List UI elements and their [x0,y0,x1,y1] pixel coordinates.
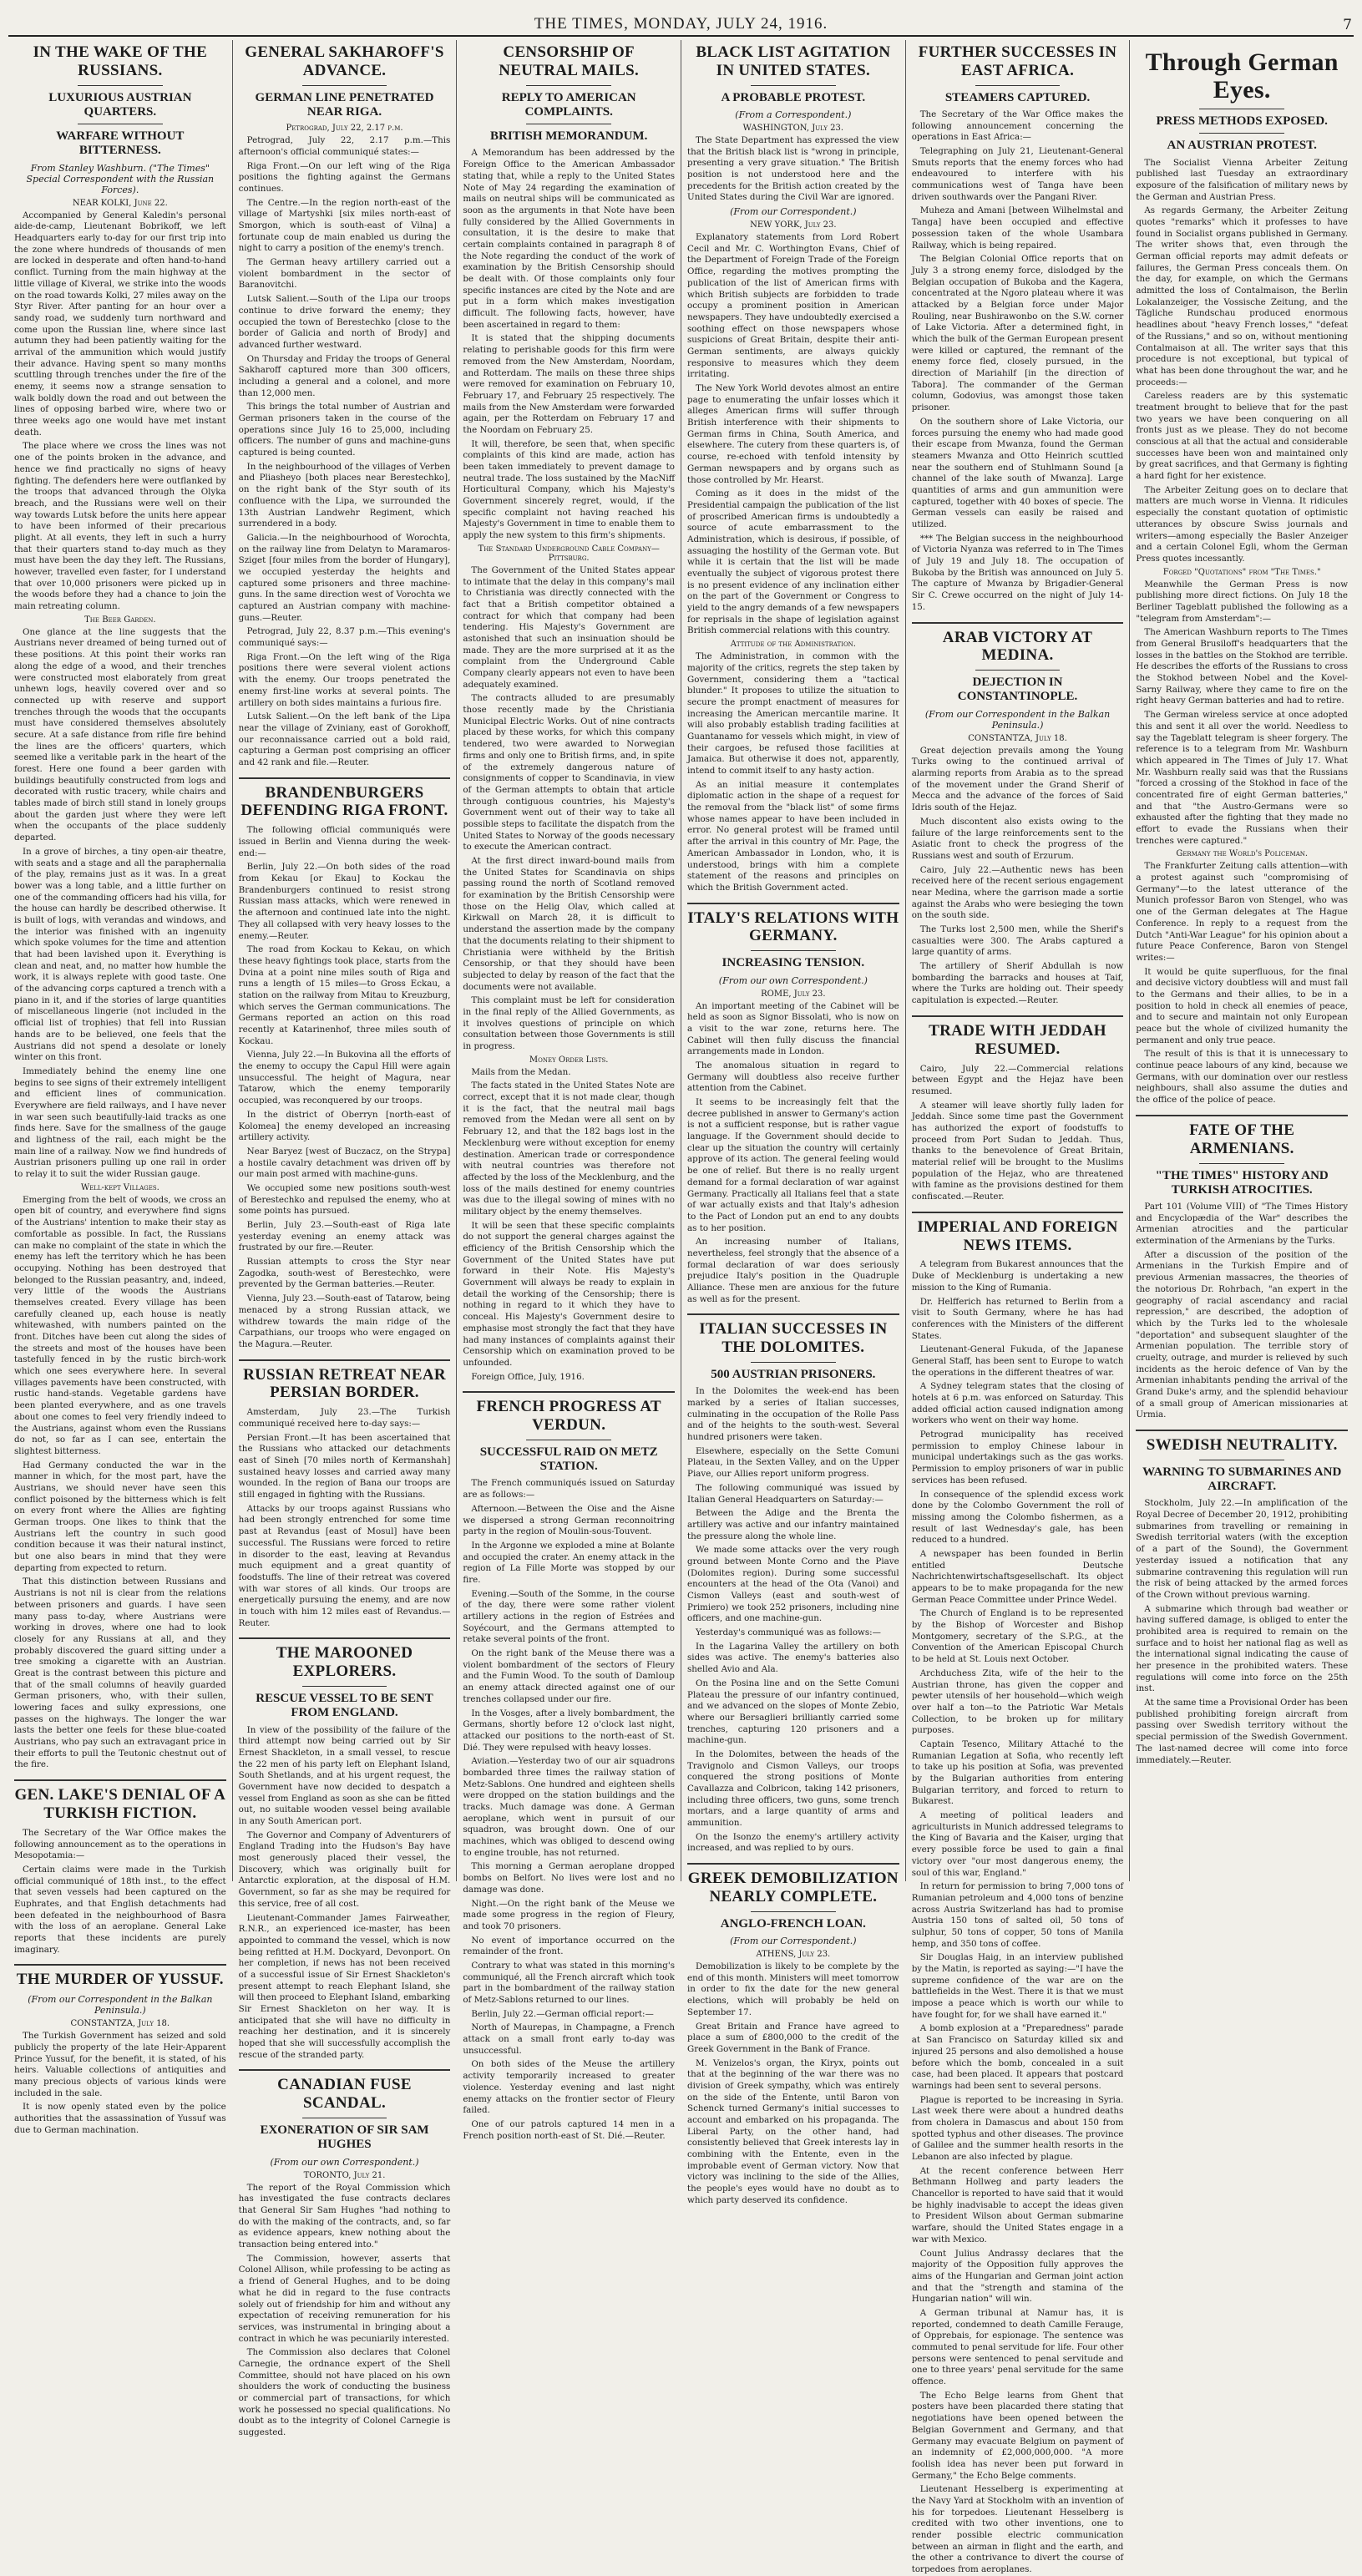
article-paragraph: One of our patrols captured 14 men in a French position north-east of St. Dié.—Reuter. [463,2118,676,2141]
article [463,43,675,1383]
article-divider [687,1313,899,1315]
article-paragraph: On the right bank of the Meuse there was a violent bombardment of the sectors of Fleury and the Fumin Wood. To the south of Damloup an enemy attack directed against one of our trenches collapsed under our fire. [463,1648,676,1704]
article-paragraph: Berlin, July 23.—South-east of Riga late yesterday evening an enemy attack was frustrated by our fire.—Reuter. [238,1220,451,1253]
article-paragraph: In the Lagarina Valley the artillery on both sides was active. The enemy's batteries also shelled Avio and Ala. [687,1641,899,1675]
article-headline: RUSSIAN RETREAT NEAR PERSIAN BORDER. [243,1365,446,1402]
article-paragraph: The result of this is that it is unnecessary to continue peace labours of any kind, because we Germans, with our domination over our restless neighbours, shall also assume the duties and the office of the police of peace. [1136,1049,1349,1106]
headline-rule [1199,1163,1284,1164]
article-paragraph: Archduchess Zita, wife of the heir to the Austrian throne, has given the copper and pewter utensils of her household—which weigh over half a ton—to the Patriotic War Metals Collection, to be broken up for military purposes. [911,1668,1124,1736]
section-label: Well-kept Villages. [80,1182,159,1192]
article-paragraph: Russian attempts to cross the Styr near Zagodka, south-west of Berestechko, were prevented by the German batteries.—Reuter. [238,1257,451,1290]
headline-rule [1199,133,1284,134]
article-paragraph: A bomb explosion at a "Preparedness" parade at San Francisco on Saturday killed six and injured 25 persons and also demolished a house before which the bomb, concealed in a suit case, had been placed. It appears that postcard warnings had been sent to several persons. [911,2023,1124,2091]
article-paragraph: Amsterdam, July 23.—The Turkish communiqué received here to-day says:— [238,1407,451,1429]
article-paragraph: A Memorandum has been addressed by the Foreign Office to the American Ambassador stating that, while a reply to the United States Note of May 24 regarding the examination of mails on neutral ships will be communicated as soon as the arguments in that Note have been fully considered by the Allied Governments in consultation, it is the desire to make that certain complaints contained in paragraph 8 of the Note regarding the conduct of the work of examination by the British Censorship should be dealt with. Of those complaints only four specific instances are cited by the Note and are put in a form which makes investigation difficult. The following facts, however, have been ascertained in regard to them: [463,148,676,330]
article-dateline: NEAR KOLKI, June 22. [72,198,168,208]
article-paragraph: It is stated that the shipping documents relating to perishable goods for this firm were removed from the New Amsterdam, Noordam, and Rotterdam. The mails on these three ships were removed for examination on February 10, February 17, and February 25 respectively. The mails from the New Amsterdam were forwarded again, per the Rotterdam on February 17 and the Noordam on February 25. [463,333,676,435]
article-dateline: WASHINGTON, July 23. [742,123,844,133]
article-dateline: Petrograd, July 22, 2.17 p.m. [286,124,403,134]
article-divider [1136,1115,1348,1116]
article-paragraph: In the Dolomites, between the heads of the Travignolo and Cismon Valleys, our troops conquered the strong positions of Monte Cavallazza and Colbricon, taking 142 prisoners, including three officers, two guns, some trench mortars, and a large quantity of arms and ammunition. [687,1749,899,1829]
article-divider [14,1964,226,1966]
article-paragraph: The report of the Royal Commission which has investigated the fuse contracts declares that General Sir Sam Hughes "had nothing to do with the making of the contracts, and, so far as evidence appears, knew nothing about the transaction being entered into." [238,2182,451,2250]
article-paragraph: The State Department has expressed the view that the British black list is "wrong in principle, presenting a very grave situation." The British position is not understood here and the precedents for the British action created by the United States during the Civil War are ignored. [687,134,899,203]
article-paragraph: Cairo, July 22.—Commercial relations between Egypt and the Hejaz have been resumed. [911,1063,1124,1096]
article-divider [912,1212,1124,1213]
article [463,1391,675,2142]
headline-rule [751,950,835,951]
headline-rule [78,85,162,86]
article-paragraph: A steamer will leave shortly fully laden for Jeddah. Since some time past the Government has authorized the export of foodstuffs to proceed from Port Sudan to Jeddah. Thus, thanks to the benevolence of Great Britain, material relief will be brought to the Muslims population of the Hejaz, who are threatened with famine as the provisions destined for them confiscated.—Reuter. [911,1100,1124,1202]
headline-rule [751,85,835,86]
article-paragraph: Had Germany conducted the war in the manner in which, for the most part, have the Austrians, we should never have seen this conflict poisoned by the bitterness which is felt on every front where the Allies are fighting German troops. One likes to think that the Austrians left the country in such good condition because it was their natural instinct, but one also bears in mind that they were departing from expected to return. [14,1460,226,1573]
article-paragraph: Careless readers are by this systematic treatment brought to believe that for the past two years we have been conquering on all fronts just as we please. They do not become conscious at all that the actual and considerable successes have been won and maintained only by great sacrifices, and that Germany is fighting a hard fight for her existence. [1136,391,1349,482]
article-paragraph: In a grove of birches, a tiny open-air theatre, with seats and a stage and all the paraphernalia of the play, remains just as it was. In a great bower was a long table, and a little further on one of the commanding officers had his villa, for the house can hardly be described otherwise. It is built of logs, with verandas and windows, and the interior was finished with an ingenuity which spoke volumes for the time and attention that had been lavished upon it. Everything is clean and neat, and, no matter how humble the work, it is always replete with good taste. One of the advancing corps captured a trench with a piano in it, and if the stories of large quantities of miscellaneous lingerie (not included in the official list of trophies) that fell into Russian hands are to be believed, one feels that the Austrians did not spend a desolate or lonely winter on this front. [14,846,226,1063]
article-headline: TRADE WITH JEDDAH RESUMED. [929,1021,1106,1058]
article-paragraph: Berlin, July 22.—German official report:— [471,2008,654,2019]
article-headline: SWEDISH NEUTRALITY. [1146,1436,1338,1455]
article-paragraph: The Government of the United States appear to intimate that the delay in this company's mail to Christiania was directly connected with the fact that a British competitor obtained a contract for which that company had been tendering. His Majesty's Government are astonished that such an insinuation should be made. They are the more surprised at it as the complaint from the Underground Cable Company clearly appears not even to have been adequately examined. [463,564,676,690]
article-byline: (From our Correspondent in the Balkan Peninsula.) [924,708,1111,731]
article-divider [687,903,899,904]
article-paragraph: It will be seen that these specific complaints do not support the general charges against the efficiency of the British Censorship which the Government of the United States have put forward in their Note. His Majesty's Government will always be ready to explain in detail the working of the Censorship; there is nothing in regard to it which they have to conceal. His Majesty's Government desire to emphasise most strongly the fact that they have had many instances of complaints against their Censorship which on examination proved to be unfounded. [463,1220,676,1368]
section-label: The Beer Garden. [84,615,156,625]
article-byline: (From a Correspondent.) [735,109,852,120]
article [912,1015,1124,1203]
article-paragraph: The following official communiqués were issued in Berlin and Vienna during the week-end:— [238,825,451,858]
article-paragraph: The following communiqué was issued by Italian General Headquarters on Saturday:— [687,1482,899,1505]
article-paragraph: Riga Front.—On our left wing of the Riga positions the fighting against the Germans continues. [238,160,451,194]
column-6 [1130,40,1354,1881]
column-4 [681,40,906,2205]
article [239,1359,451,1630]
article-divider [912,1015,1124,1017]
article-subhead: RESCUE VESSEL TO BE SENT FROM ENGLAND. [256,1692,433,1720]
article [912,1212,1124,2576]
article-subhead: AN AUSTRIAN PROTEST. [1167,139,1317,153]
article-byline: (From our own Correspondent.) [270,2156,419,2168]
article-paragraph: At the same time a Provisional Order has been published prohibiting foreign aircraft from passing over Swedish territory without the special permission of the Swedish Government. The last-named decree will come into force immediately.—Reuter. [1136,1698,1349,1765]
article-headline: FURTHER SUCCESSES IN EAST AFRICA. [918,43,1117,79]
article [14,1964,226,2136]
article-paragraph: Telegraphing on July 21, Lieutenant-General Smuts reports that the enemy forces who had endeavoured to interfere with his communications west of Tanga have been driven southwards over the Pangani River. [911,146,1124,202]
article-paragraph: In view of the possibility of the failure of the third attempt now being carried out by Sir Ernest Shackleton, in a small vessel, to rescue the 22 men of his party left on Elephant Island, South Shetlands, and at his urgent request, the Government have now decided to despatch a vessel from England as soon as she can be fitted out, no suitable wooden vessel being available in any South American port. [238,1724,451,1826]
article-paragraph: The Centre.—In the region north-east of the village of Martyshki [six miles north-east of Smorgon, which is south-east of Vilna] a fortunate coup de main enabled us during the night to carry a position of the enemy's trench. [238,197,451,254]
article-paragraph: Part 101 (Volume VIII) of "The Times History and Encyclopædia of the War" describes the Armenian atrocities and the particular extermination of the Armenians by the Turks. [1136,1202,1349,1247]
article-divider [239,1359,451,1361]
article-paragraph: M. Venizelos's organ, the Kiryx, points out that at the beginning of the war there was no division of Greek sympathy, which was entirely on the side of the Entente, until Baron von Schenck turned Germany's initial successes to account and embarked on his propaganda. The Liberal Party, on the other hand, had consistently believed that Greek interests lay in combining with the Entente, even in the improbable event of German victory. Now that victory was inclining to the side of the Allies, the people's eyes would have no doubt as to which party deserved its confidence. [687,2057,899,2205]
article-paragraph: A newspaper has been founded in Berlin entitled Deutsche Nachrichtenwirtschaftsgesellschaft. Its object appears to be to make propaganda for the new German Peace Committee under Prince Wedel. [911,1548,1124,1605]
article-headline: THE MURDER OF YUSSUF. [16,1971,224,1989]
article-paragraph: Evening.—South of the Somme, in the course of the day, there were some rather violent artillery actions in the region of Estrées and Soyécourt, and the Germans attempted to retake several points of the front. [463,1588,676,1645]
article [239,43,451,769]
article-paragraph: Lutsk Salient.—South of the Lipa our troops continue to drive forward the enemy; they occupied the town of Berestechko [close to the border of Galicia and north of Brody] and advanced further westward. [238,294,451,350]
article-paragraph: On the Isonzo the enemy's artillery activity increased, and was replied to by ours. [687,1831,899,1854]
article-divider [687,1863,899,1865]
article-paragraph: We occupied some new positions south-west of Berestechko and repulsed the enemy, who at some points has pursued. [238,1182,451,1217]
article-paragraph: In the Vosges, after a lively bombardment, the Germans, shortly before 12 o'clock last night, attacked our positions to the north-east of St. Dié. They were repulsed with heavy losses. [463,1708,676,1753]
article-paragraph: The German wireless service at once adopted this and sent it all over the world. Needless to say the Tageblatt telegram is sheer forgery. The reference is to a telegram from Mr. Washburn which appeared in The Times of July 17. What Mr. Washburn really said was that the Russians "forced a crossing of the Stokhod in face of the concentrated fire of eight German batteries," and that "the Austro-Germans were so exhausted after the fighting that they made no effort to evade the Russians when their trenches were captured." [1136,710,1349,846]
article-paragraph: Immediately behind the enemy line one begins to see signs of their extremely intelligent and efficient lines of communication. Everywhere are field railways, and I have never in war seen such beautifully-laid tracks as one finds here. Save for the smallness of the gauge and lightness of the rail, each might be the main line of a railway. Now we find hundreds of Austrian prisoners pulling up one rail in order to relay it to suit the wider Russian gauge. [14,1065,226,1180]
article-paragraph: Lutsk Salient.—On the left bank of the Lipa near the village of Zviniany, east of Gorokhoff, our reconnaissance carried out a bold raid, capturing a German post comprising an officer and 42 rank and file.—Reuter. [238,711,451,767]
article-paragraph: Berlin, July 22.—On both sides of the road from Kekau [or Ekau] to Kockau the Brandenburgers continued to resist strong Russian mass attacks, which were renewed in the afternoon and continued late into the night. They all collapsed with very heavy losses to the enemy.—Reuter. [238,862,451,941]
article-subhead: WARNING TO SUBMARINES AND AIRCRAFT. [1142,1465,1342,1494]
article [687,1863,899,2206]
article-paragraph: A German tribunal at Namur has, it is reported, condemned to death Camille Ferauge, of Opprebais, for espionage. The sentence was commuted to penal servitude for life. Four other persons were sentenced to penal servitude and one to three years' penal servitude for the same offence. [911,2307,1124,2387]
article-headline: GENERAL SAKHAROFF'S ADVANCE. [245,43,444,79]
page-number: 7 [1343,17,1352,33]
article-paragraph: In the Dolomites the week-end has been marked by a series of Italian successes, culminating in the occupation of the Rolle Pass and of the heights to the south-west. Several hundred prisoners were taken. [687,1386,899,1443]
article-paragraph: Attacks by our troops against Russians who had been strongly entrenched for some time past at Revandus [east of Mosul] have been successful. The Russians were forced to retire in disorder to the east, leaving at Revandus much equipment and a great quantity of foodstuffs. The line of their retreat was covered with war stores of all kinds. Our troops are energetically pursuing the enemy, and are now in touch with him 12 miles east of Revandus.—Reuter. [238,1503,451,1628]
article [1136,48,1348,1106]
article-paragraph: Between the Adige and the Brenta the artillery was active and our infantry maintained the pressure along the whole line. [687,1508,899,1541]
article-paragraph: As an initial measure it contemplates diplomatic action in the shape of a request for the removal from the "black list" of some firms whose names appear to have been included in error. No general protest will be framed until after the arrival in this country of Mr. Page, the American Ambassador in London, who, it is understood, brings with him a complete statement of the reasons and principles on which the British Government acted. [687,779,899,893]
article-dateline: NEW YORK, July 23. [750,220,837,230]
section-label: The Standard Underground Cable Company—Pittsburg. [478,544,660,563]
article-paragraph: Demobilization is likely to be complete by the end of this month. Ministers will meet tomorrow in order to fix the date for the new general elections, which will probably be held on September 17. [687,1961,899,2017]
headline-rule [975,85,1060,86]
article-paragraph: Night.—On the right bank of the Meuse we made some progress in the region of Fleury, and took 70 prisoners. [463,1898,676,1931]
article [239,1637,451,2061]
headline-rule [302,1686,387,1687]
article-paragraph: The contracts alluded to are presumably those recently made by the Christiania Municipal Electric Works. Out of nine contracts placed by these works, for which this company tendered, two were awarded to Norwegian firms and only one to British firms, and, in spite of the extremely dangerous nature of consignments of copper to Scandinavia, in view of the German attempts to obtain that article through contiguous countries, his Majesty's Government went out of their way to take all possible steps to facilitate the dispatch from the United States to Norway of the goods necessary to execute the American contract. [463,693,676,853]
article-subhead: SUCCESSFUL RAID ON METZ STATION. [479,1445,658,1474]
article-paragraph: On both sides of the Meuse the artillery activity temporarily increased to greater violence. Yesterday evening and last night enemy attacks on the frontier sector of Fleury failed. [463,2059,676,2116]
article-paragraph: Petrograd, July 22, 2.17 p.m.—This afternoon's official communiqué states:— [238,135,451,157]
columns-container [8,40,1354,2575]
article-paragraph: On Thursday and Friday the troops of General Sakharoff captured more than 300 officers, including a general and a colonel, and more than 12,000 men. [238,353,451,398]
article-paragraph: This morning a German aeroplane dropped bombs on Belfort. No lives were lost and no damage was done. [463,1861,676,1895]
headline-rule [526,85,610,86]
article-paragraph: Muheza and Amani [between Wilhelmstal and Tanga] have been occupied and effective possession taken of the whole Usambara Railway, which is being repaired. [911,205,1124,251]
article-paragraph: The anomalous situation in regard to Germany will doubtless also receive further attention from the Cabinet. [687,1060,899,1094]
article-paragraph: It seems to be increasingly felt that the decree published in answer to Germany's action is not a sufficient response, but is rather vague language. If the Government should decide to clear up the situation the country will certainly approve of its action. The general feeling would be one of relief. But there is no really urgent demand for a formal declaration of war against Germany. Practically all Italians feel that a state of war actually exists and that Italy's adhesion to the Pact of London put an end to any doubts as to her position. [687,1097,899,1233]
article-paragraph: Explanatory statements from Lord Robert Cecil and Mr. C. Worthington Evans, Chief of the Department of Foreign Trade of the Foreign Office, regarding the motives prompting the publication of the list of American firms with which British subjects are forbidden to trade occupy a prominent position in American newspapers. They have undoubtedly exercised a soothing effect on those newspapers whose suspicions of Great Britain, despite their anti-German sentiments, are always quickly responsive to measures which they deem irritating. [687,232,899,380]
article-paragraph: On the southern shore of Lake Victoria, our forces pursuing the enemy who had made good their escape from Mwanza, found the German steamers Mwanza and Otto Heinrich scuttled near the southern end of Stuhlmann Sound [a channel of the lake south of Mwanza]. Large quantities of arms and gun ammunition were captured, together with 40 boxes of specie. The German vessels can easily be raised and utilized. [911,416,1124,529]
article-paragraph: Near Baryez [west of Buczacz, on the Strypa] a hostile cavalry detachment was driven off by our main post armed with machine-guns. [238,1146,451,1180]
article-paragraph: North of Maurepas, in Champagne, a French attack on a small front early to-day was unsuccessful. [463,2022,676,2056]
article-paragraph: The Echo Belge learns from Ghent that posters have been placarded there stating that negotiations have been opened between the Belgian Government and Germany, and that Germany may evacuate Belgium on payment of an indemnity of £2,000,000,000. "A more foolish idea has never been put forward in Germany," the Echo Belge comments. [911,2390,1124,2481]
article-headline: BLACK LIST AGITATION IN UNITED STATES. [696,43,891,79]
article-subhead: WARFARE WITHOUT BITTERNESS. [56,129,185,158]
article-paragraph: In the Argonne we exploded a mine at Bolante and occupied the crater. An enemy attack in the region of La Fille Morte was stopped by our fire. [463,1540,676,1585]
article-paragraph: The American Washburn reports to The Times from General Brusiloff's headquarters that the losses in the battles on the Stokhod are terrible. He describes the efforts of the Russians to cross the Stokhod between Nobel and the Kovel-Sarny Railway, where they came to fire on the right heavy German batteries and had to retire. [1136,627,1349,706]
article-paragraph: That this distinction between Russians and Austrians is not nil is clear from the relations between prisoners and guards. I have seen many pass to-day, where Austrians were working in droves, where one had to look closely for any Russians at all, and they probably discovered the guard sitting under a tree smoking a cigarette with an Austrian. Great is the contrast between this picture and that of the small columns of heavily guarded German prisoners, who, with their sullen, lowering faces and sulky expressions, one passes on the highways. The longer the war lasts the better one feels for these blue-coated Austrians, who pay such an extravagant price in their efforts to pull the Teutonic chestnut out of the fire. [14,1576,226,1770]
article [239,777,451,1351]
article-paragraph: It is now openly stated even by the police authorities that the assassination of Yussuf was due to German machination. [14,2102,226,2135]
article-headline: GEN. LAKE'S DENIAL OF A TURKISH FICTION. [14,1786,226,1822]
article-paragraph: It will, therefore, be seen that, when specific complaints of this kind are made, action has been taken immediately to prevent damage to neutral trade. The loss sustained by the MacNiff Horticultural Company, which his Majesty's Government sincerely regret, would, if the specific complaint not having reached his Majesty's Government in time to enable them to apply the new system to this firm's shipments. [463,438,676,541]
article-paragraph: Lieutenant-Commander James Fairweather, R.N.R., an experienced ice-master, has been appointed to command the vessel, which is now being refitted at H.M. Dockyard, Devonport. On her completion, if news has not been received of a successful issue of Sir Ernest Shackleton's present attempt to reach Elephant Island, she will then proceed to Elephant Island, embarking Sir Ernest Shackleton on her way. It is anticipated that she will have no difficulty in reaching her destination, and it is sincerely hoped that she will successfully accomplish the rescue of the stranded party. [238,1912,451,2060]
article-paragraph: Certain claims were made in the Turkish official communiqué of 18th inst., to the effect that seven vessels had been captured on the Euphrates, and that English detachments had been defeated in the neighbourhood of Basra with the loss of an aeroplane. General Lake reports that these incidents are purely imaginary. [14,1864,226,1955]
article-subhead: BRITISH MEMORANDUM. [490,129,648,144]
article-dateline: ATHENS, July 23. [756,1950,831,1960]
article-divider [239,777,451,779]
article-paragraph: Dr. Helfferich has returned to Berlin from a visit to South Germany, where he has had conferences with the Ministers of the different States. [911,1296,1124,1341]
column-3 [457,40,681,2141]
article-subhead: GERMAN LINE PENETRATED NEAR RIGA. [255,90,434,119]
article-paragraph: Accompanied by General Kaledin's personal aide-de-camp, Lieutenant Bobrikoff, we left Headquarters early to-day for our first trip into the zone where hundreds of thousands of men are locked in desperate and often hand-to-hand conflict. Turning from the main highway at the little village of Kiveral, we strike into the woods on the road towards Kolki, 27 miles away on the Styr River. After panting for an hour over a sandy road, we suddenly turn northward and come upon the Russian line, where since last autumn they had been patiently waiting for the arrival of the ammunition which would justify their advance. Having spent so many months scuttling through trenches under the fire of the enemy, it seems now a strange sensation to walk boldly down the road and out between the lines of opposing barbed wire, where two or three weeks ago one would have met instant death. [14,210,226,438]
article-subhead: "THE TIMES" HISTORY AND TURKISH ATROCITIES. [1155,1168,1329,1197]
article-headline: CANADIAN FUSE SCANDAL. [277,2076,412,2113]
article-paragraph: Foreign Office, July, 1916. [471,1371,585,1382]
section-label: Forged "Quotations" from "The Times." [1162,567,1321,577]
article-paragraph: Riga Front.—On the left wing of the Riga positions there were several violent actions with the enemy. Our troops penetrated the enemy first-line works at several points. The artillery on both sides maintains a furious fire. [238,651,451,708]
article-byline: (From our Correspondent.) [730,206,857,218]
article-headline: IMPERIAL AND FOREIGN NEWS ITEMS. [917,1217,1118,1254]
article-paragraph: The Frankfurter Zeitung calls attention—with a protest against such "compromising of Germany"—to the latest utterance of the Munich professor Baron von Stengel, who was one of the German delegates at The Hague Conference. In reply to a request from the Dutch "Anti-War League" for his opinion about a future Peace Conference, Baron von Stengel writes:— [1136,861,1349,963]
article-dateline: CONSTANTZA, July 18. [70,2019,170,2029]
column-2 [233,40,458,2438]
section-label: Germany the World's Policeman. [1176,849,1309,859]
article-paragraph: One glance at the line suggests that the Austrians never dreamed of being turned out of these positions. At this point their works ran along the edge of a wood, and their trenches were constructed most elaborately from great unhewn logs, heavily covered over and so connected up with reserve and support trenches through the woods that the occupants must have considered themselves absolutely secure. At a safe distance from rifle fire behind the lines are the officers' quarters, which seemed like a veritable park in the heart of the forest. Here one found a beer garden with buildings beautifully constructed from logs and decorated with rustic tracery, while chairs and tables made of birch still stand in lonely groups about the garden just where they were left when the occupants of the place suddenly departed. [14,626,226,843]
article-paragraph: At the first direct inward-bound mails from the United States for Scandinavia on ships passing round the north of Scotland removed for examination by the British Censorship were those on the Helig Olav, which called at Kirkwall on March 28, it is difficult to understand the assertion made by the company that the documents relating to their shipment to Christiania were withheld by the British Censorship, or that they should have been subjected to delay by reason of the fact that the documents were not available. [463,856,676,992]
article [687,1313,899,1855]
article-paragraph: Count Julius Andrassy declares that the majority of the Opposition fully approves the aims of the Hungarian and German joint action and that the "strength and stamina of the Hungarian nation" will win. [911,2248,1124,2305]
article [687,43,899,894]
article-paragraph: The road from Kockau to Kekau, on which these heavy fightings took place, starts from the Dvina at a point nine miles south of Riga and runs a length of 15 miles—to Gross Eckau, a station on the railway from Mitau to Kreuzburg, which serves the German communications. The Germans reported an action on this road recently at Katarinenhof, three miles south of Kockau. [238,944,451,1046]
article-subhead: LUXURIOUS AUSTRIAN QUARTERS. [48,90,192,119]
article-dateline: TORONTO, July 21. [303,2170,386,2180]
article-divider [239,2069,451,2071]
article-paragraph: The Turks lost 2,500 men, while the Sherif's casualties were 300. The Arabs captured a large quantity of arms. [911,924,1124,958]
masthead-title: THE TIMES, MONDAY, JULY 24, 1916. [534,15,828,33]
article [14,43,226,1771]
article-paragraph: Aviation.—Yesterday two of our air squadrons bombarded three times the railway station of Metz-Sablons. One hundred and eighteen shells were dropped on the station buildings and the tracks. Much damage was done. A German aeroplane, which went in pursuit of our squadron, was brought down. One of our machines, which was obliged to descend owing to engine trouble, has not returned. [463,1756,676,1858]
article-byline: (From our Correspondent.) [730,1936,857,1947]
article-headline: THE MAROONED EXPLORERS. [276,1644,413,1681]
article-divider [912,622,1124,624]
article-byline: (From our Correspondent in the Balkan Peninsula.) [28,1994,213,2017]
article-paragraph: Coming as it does in the midst of the Presidential campaign the publication of the list of proscribed American firms is undoubtedly a source of acute embarrassment to the Administration, which is desirous, if possible, of assuaging the hostility of the German vote. But while it is certain that the list will be made eventually the subject of vigorous protest there is no present evidence of any inclination either on the part of the Government or Congress to yield to the angry demands of a few newspapers for reprisals in the shape of legislation against British commercial relations with this country. [687,488,899,636]
article-paragraph: A Sydney telegram states that the closing of hotels at 6 p.m. was enforced on Saturday. This added official action caused indignation among workers who went on their way home. [911,1381,1124,1426]
article-paragraph: The Arbeiter Zeitung goes on to declare that matters are much worse in Vienna. It ridicules especially the constant quotation of optimistic utterances by obscure Swiss journals and writers—among especially the Basler Anzeiger and a certain Colonel Egli, whom the German Press quotes incessantly. [1136,484,1349,564]
article-divider [1136,1430,1348,1431]
article-paragraph: The French communiqués issued on Saturday are as follows:— [463,1478,676,1501]
article-paragraph: Plague is reported to be increasing in Syria. Last week there were about a hundred deaths from cholera in Damascus and about 150 from spotted typhus and other diseases. The province of Galilee and the summer health resorts in the Lebanon are also infected by plague. [911,2094,1124,2162]
article-headline: ITALIAN SUCCESSES IN THE DOLOMITES. [699,1320,888,1357]
article-paragraph: The Secretary of the War Office makes the following announcement concerning the operations in East Africa:— [911,109,1124,143]
article-paragraph: In the district of Oberryn [north-east of Kolomea] the enemy developed an increasing artillery activity. [238,1109,451,1143]
article-paragraph: Galicia.—In the neighbourhood of Worochta, on the railway line from Delatyn to Maramaros-Sziget [four miles from the border of Hungary], we occupied yesterday the heights and captured some prisoners and three machine-guns. In the same direction west of Vorochta we captured an Austrian company with machine-guns.—Reuter. [238,532,451,623]
section-label: Money Order Lists. [529,1055,609,1065]
article-paragraph: Captain Tesenco, Military Attaché to the Rumanian Legation at Sofia, who recently left to take up his position at Sofia, was prevented by the Bulgarian authorities from entering Bulgarian territory, and forced to return to Bukarest. [911,1738,1124,1807]
article-paragraph: Afternoon.—Between the Oise and the Aisne we dispersed a strong German reconnoitring party in the region of Moulin-sous-Touvent. [463,1503,676,1537]
article-paragraph: No event of importance occurred on the remainder of the front. [463,1935,676,1957]
article-paragraph: The Commission, however, asserts that Colonel Allison, while professing to be acting as a friend of General Hughes, and to be doing what he did in regard to the fuse contracts solely out of friendship for him and without any expectation of receiving remuneration for his services, was instrumental in bringing about a contract in which he was pecuniarily interested. [238,2253,451,2344]
section-label: Attitude of the Administration. [730,640,856,650]
article-paragraph: In the neighbourhood of the villages of Verben and Pliasheyo [both places near Berestechko], on the right bank of the Styr south of its confluence with the Lipa, we surrounded the 13th Austrian Landwehr Regiment, which surrendered in a body. [238,461,451,529]
article-headline: BRANDENBURGERS DEFENDING RIGA FRONT. [241,783,448,820]
article-headline: Through German Eyes. [1145,48,1339,104]
headline-rule [302,85,387,86]
article-paragraph: Mails from the Medan. [471,1066,571,1077]
column-1 [8,40,233,2135]
article-paragraph: Elsewhere, especially on the Sette Comuni Plateau, in the Sexten Valley, and on the Upper Piave, our Allies report uniform progress. [687,1445,899,1480]
article-paragraph: A meeting of political leaders and agriculturists in Munich addressed telegrams to the King of Bavaria and the Kaiser, urging that every possible force be used to gain a final victory over "our most dangerous enemy, the soul of this war, England." [911,1810,1124,1878]
article-paragraph: *** The Belgian success in the neighbourhood of Victoria Nyanza was referred to in The Times of July 19 and July 18. The occupation of Bukoba by the British was announced on July 5. The capture of Mwanza by Brigadier-General Sir C. Crewe occurred on the night of July 14-15. [911,533,1124,612]
article-byline: From Stanley Washburn. ("The Times" Special Correspondent with the Russian Forces). [26,162,215,195]
article [912,43,1124,614]
article-paragraph: The Church of England is to be represented by the Bishop of Worcester and Bishop Montgomery, secretary of the S.P.G., at the Convention of the American Episcopal Church to be held at St. Louis next October. [911,1608,1124,1665]
article-paragraph: The Governor and Company of Adventurers of England Trading into the Hudson's Bay have most generously placed their vessel, the Discovery, which was originally built for Antarctic exploration, at the disposal of H.M. Government, so far as she may be required for this service, free of all cost. [238,1830,451,1909]
headline-rule [751,1911,835,1912]
article-divider [463,1391,675,1393]
article-paragraph: An increasing number of Italians, nevertheless, feel strongly that the absence of a formal declaration of war does seriously prejudice Italy's position in the Quadruple Alliance. These men are anxious for the future as well as for the present. [687,1237,899,1304]
article [687,903,899,1306]
article-subhead: PRESS METHODS EXPOSED. [1156,114,1328,128]
article-paragraph: On the Posina line and on the Sette Comuni Plateau the pressure of our infantry continued, and we advanced on the slopes of Monte Zebio, where our Bersaglieri brilliantly carried some trenches, capturing 120 prisoners and a machine-gun. [687,1678,899,1746]
article [912,622,1124,1007]
article [239,2069,451,2438]
article-dateline: CONSTANTZA, July 18. [968,733,1067,743]
article-paragraph: Emerging from the belt of woods, we cross an open bit of country, and everywhere find signs of the Austrians' intention to make their stay as comfortable as possible. In fact, the Russians can make no complaint of the state in which the enemy has left the territory which he has been occupying. Nothing has been destroyed that belonged to the Russian peasantry, and, indeed, very little of the woods the Austrians themselves created. Every village has been carefully cleaned up, each house is neatly whitewashed, with numbers painted on the front. Ditches have been cut along the sides of the streets and most of the houses have been tastefully fenced in by the rustic birch-work which one sees everywhere here. In several villages pavements have been constructed, with rustic hand-stands. Vegetable gardens have been planted everywhere, and as one travels about one comes to feel very friendly indeed to the Austrians, against whom even the Russians do not, so far as I can see, entertain the slightest bitterness. [14,1194,226,1456]
article-paragraph: Petrograd municipality has received permission to employ Chinese labour in municipal undertakings such as the gas works. Permission to employ prisoners of war in public services has been refused. [911,1430,1124,1485]
article-paragraph: As regards Germany, the Arbeiter Zeitung quotes "remarks" which it professes to have found in Socialist organs published in Germany. The writer shows that, even through the German official reports may admit defeats or failures, the German Press conceals them. On the day, for example, on which the Germans admitted the loss of Contalmaison, the Berlin Lokalanzeiger, the Vossische Zeitung, and the Tägliche Rundschau produced enormous headlines about "heavy French losses," "defeat of the Russians," and so on, without mentioning Contalmaison at all. The writer says that this procedure is not exceptional, but typical of what has been done throughout the war, and he proceeds:— [1136,205,1349,387]
article-paragraph: Great dejection prevails among the Young Turks owing to the continued arrival of alarming reports from Arabia as to the spread of the movement under the Grand Sherif of Mecca and the advance of the forces of Said Idris south of the Hejaz. [911,745,1124,813]
article-subhead: INCREASING TENSION. [722,956,865,970]
article-paragraph: The Belgian Colonial Office reports that on July 3 a strong enemy force, dislodged by the Belgian occupation of Bukoba and the Kagera, concentrated at the Ngoro plateau where it was attacked by a Belgian force under Major Rouling, near Bushirawonbo on the S.W. corner of Lake Victoria. After a determined fight, in which the bulk of the German European present were killed or captured, the remnant of the enemy force fled, closely pursued, in the direction of Mariahilf [in the direction of Tabora]. The commander of the German column, Godovius, was amongst those taken prisoner. [911,254,1124,413]
article-headline: GREEK DEMOBILIZATION NEARLY COMPLETE. [687,1870,899,1905]
article-paragraph: Great Britain and France have agreed to place a sum of £800,000 to the credit of the Greek Government in the Bank of France. [687,2021,899,2054]
article-byline: (From our own Correspondent.) [718,974,868,986]
article-paragraph: It would be quite superfluous, for the final and decisive victory doubtless will and must fall to the Germans and their allies, to be in a position to hold in check all enemies of peace, and to secure and maintain not only European peace but the whole of civilized humanity the permanent and only true peace. [1136,966,1349,1045]
article-paragraph: Petrograd, July 22, 8.37 p.m.—This evening's communiqué says:— [238,626,451,649]
article-paragraph: This complaint must be left for consideration in the final reply of the Allied Governments, as it involves questions of principle on which consultation between those Governments is still in progress. [463,995,676,1051]
article-paragraph: Sir Douglas Haig, in an interview published by the Matin, is reported as saying:—"I have the supreme confidence of the war are on the battlefields in the West. There it is that we must impose a peace which is worth our while to have fought for, for we shall have earned it." [911,1952,1124,2020]
article-subhead: DEJECTION IN CONSTANTINOPLE. [957,676,1078,704]
article-paragraph: Vienna, July 22.—In Bukovina all the efforts of the enemy to occupy the Capul Hill were again unsuccessful. The height of Magura, near Tatarow, which the enemy temporarily occupied, was reconquered by our troops. [238,1050,451,1106]
article-paragraph: The Turkish Government has seized and sold publicly the property of the late Heir-Apparent Prince Yussuf, for the benefit, it is stated, of his heirs. Valuable collections of antiquities and many precious objects of various kinds were included in the sale. [14,2031,226,2098]
article-paragraph: An important meeting of the Cabinet will be held as soon as Signor Bissolati, who is now on a visit to the war zone, returns here. The Cabinet will then fully discuss the financial arrangements made in London. [687,1000,899,1057]
article [14,1779,226,1956]
article-subhead: A PROBABLE PROTEST. [721,90,866,104]
article-paragraph: Stockholm, July 22.—In amplification of the Royal Decree of December 20, 1912, prohibiting submarines from travelling or remaining in Swedish territorial waters (with the exception of a part of the Sound), the Government yesterday issued a notification that any submarine contravening this regulation will run the risk of being attacked by the armed forces of the Crown without previous warning. [1136,1498,1349,1600]
article-headline: CENSORSHIP OF NEUTRAL MAILS. [499,43,640,79]
article-paragraph: A telegram from Bukarest announces that the Duke of Mecklenburg is undertaking a new mission to the King of Rumania. [911,1259,1124,1293]
article-paragraph: We made some attacks over the very rough ground between Monte Corno and the Piave (Dolomites region). During some successful encounters at the head of the Ota (Vanoi) and Cismon Valleys (east and south-west of Primiero) we took 252 prisoners, including nine officers, and one machine-gun. [687,1545,899,1624]
article-paragraph: The place where we cross the lines was not one of the points broken in the advance, and hence we find practically no signs of heavy fighting. The defenders here were outflanked by the troops that advanced through the Olyka breach, and the Russians were well on their way towards Lutsk before the units here appear to have been informed of their precarious plight. At all events, they left in such a hurry that their quarters stand to-day much as they must have been the day they left. The Russians, however, travelled even faster, for I understand that over 10,000 prisoners were picked up in the woods before they had a chance to join the main retreating column. [14,441,226,612]
article [1136,1115,1348,1421]
article-paragraph: Persian Front.—It has been ascertained that the Russians who attacked our detachments east of Sineh [70 miles north of Kermanshah] sustained heavy losses and carried away many wounded. In the region of Bana our troops are still engaged in fighting with the Russians. [238,1432,451,1501]
article-paragraph: The New York World devotes almost an entire page to enumerating the unfair losses which it alleges American firms will suffer through British interference with their shipments to German firms in China, South America, and elsewhere. The cutery from these quarters is, of course, re-echoed with tenfold intensity by German newspapers and by organs such as those controlled by Mr. Hearst. [687,383,899,485]
article-paragraph: Vienna, July 23.—South-east of Tatarow, being menaced by a strong Russian attack, we withdrew towards the main ridge of the Carpathians, our troops who were engaged on the Magura.—Reuter. [238,1293,451,1349]
article-paragraph: Contrary to what was stated in this morning's communiqué, all the French aircraft which took part in the bombardment of the railway station of Metz-Sablons returned to our lines. [463,1960,676,2005]
article-paragraph: The artillery of Sherif Abdullah is now bombarding the barracks and houses at Taif, where the Turks are holding out. Their speedy capitulation is expected.—Reuter. [911,961,1124,1006]
article-paragraph: In return for permission to bring 7,000 tons of Rumanian petroleum and 4,000 tons of benzine across Austria Switzerland has had to promise Austria 150 tons of salted oil, 50 tons of sulphur, 50 tons of copper, 50 tons of Manila hemp, and 350 tons of coffee. [911,1881,1124,1949]
article-divider [239,1637,451,1639]
article-paragraph: Meanwhile the German Press is now publishing more direct fictions. On July 18 the Berliner Tageblatt published the following as a "telegram from Amsterdam":— [1136,579,1349,624]
article-headline: FATE OF THE ARMENIANS. [1189,1121,1295,1157]
article-paragraph: The Socialist Vienna Arbeiter Zeitung published last Tuesday an extraordinary exposure of the falsification of military news by the German and Austrian Press. [1136,157,1349,202]
masthead [8,5,1354,37]
article-headline: IN THE WAKE OF THE RUSSIANS. [33,43,208,79]
article-paragraph: The facts stated in the United States Note are correct, except that it is not made clear, though it is the fact, that the neutral mail bags removed from the Medan were all sent on by February 12, and that the 182 bags lost in the Mecklenburg were without exception for enemy destination. American trade or correspondence with neutral countries was therefore not affected by the loss of the Mecklenburg, and the loss of the mails destined for enemy countries was due to the illegal sowing of mines with no military object by the enemy themselves. [463,1081,676,1217]
article-paragraph: Lieutenant Hesselberg is experimenting at the Navy Yard at Stockholm with an invention of his for torpedoes. Lieutenant Hesselberg is credited with two other inventions, one to render possible electric communication between an airman in flight and the earth, and the other a contrivance to divert the course of torpedoes from aeroplanes. [911,2484,1124,2575]
headline-rule [751,1362,835,1363]
article-paragraph: The German heavy artillery carried out a violent bombardment in the sector of Baranovitchi. [238,257,451,291]
article-paragraph: A submarine which through bad weather or having suffered damage, is obliged to enter the prohibited area is required to remain on the surface and to hoist her national flag as well as the international signal indicating the cause of her presence in the prohibited waters. These regulations will come into force on the 25th inst. [1136,1603,1349,1694]
article-headline: ARAB VICTORY AT MEDINA. [942,628,1093,665]
article-paragraph: This brings the total number of Austrian and German prisoners taken in the course of the operations since July 16 to 25,000, including officers. The number of guns and machine-guns captured is being counted. [238,402,451,458]
article-paragraph: At the recent conference between Herr Bethmann Hollweg and party leaders the Chancellor is reported to have said that it would be highly inadvisable to accept the ideas given to President Wilson about German submarine warfare, should the United States engage in a war with Mexico. [911,2165,1124,2245]
article-paragraph: Yesterday's communiqué was as follows:— [696,1627,881,1638]
article-dateline: ROME, July 23. [761,989,826,999]
article [1136,1430,1348,1766]
article-paragraph: Lieutenant-General Fukuda, of the Japanese General Staff, has been sent to Europe to watch the operations in the different theatres of war. [911,1344,1124,1378]
article-paragraph: The Commission also declares that Colonel Carnegie, the ordnance expert of the Shell Committee, should not have placed on his own shoulders the work of conducting the business or commercial part of transactions, for which work he possessed no special qualifications. No doubt as to the integrity of Colonel Carnegie is suggested. [238,2347,451,2438]
article-headline: FRENCH PROGRESS AT VERDUN. [476,1398,661,1435]
article-subhead: STEAMERS CAPTURED. [944,90,1091,104]
article-paragraph: Much discontent also exists owing to the failure of the large reinforcements sent to the Asiatic front to check the progress of the Russians west and south of Erzurum. [911,816,1124,861]
article-paragraph: After a discussion of the position of the Armenians in the Turkish Empire and of previous Armenian massacres, the theories of the notorious Dr. Rohrbach, "an expert in the geography of racial ascendancy and racial repression," are described, the adoption of which by the Turks led to the wholesale "deportation" and subsequent slaughter of the Armenian population. The terrible story of cruelty, outrage, and murder is relieved by such incidents as the heroic defence of Van by the Armenian inhabitants pending the arrival of the Grand Duke's army, and the splendid behaviour of a small group of American missionaries at Urmia. [1136,1249,1349,1420]
column-5 [906,40,1131,2575]
article-divider [14,1779,226,1781]
article-subhead: 500 AUSTRIAN PRISONERS. [711,1368,876,1382]
article-headline: ITALY'S RELATIONS WITH GERMANY. [687,908,899,945]
headline-rule [975,670,1060,671]
article-paragraph: The Secretary of the War Office makes the following announcement as to the operations in Mesopotamia:— [14,1827,226,1861]
article-subhead: ANGLO-FRENCH LOAN. [720,1916,866,1931]
article-paragraph: In consequence of the splendid excess work done by the Colombo Government the roll of missing among the Colombo fishermen, as a result of last Wednesday's gale, has been reduced to a hundred. [911,1489,1124,1546]
article-subhead: REPLY TO AMERICAN COMPLAINTS. [501,90,636,119]
article-paragraph: Cairo, July 22.—Authentic news has been received here of the recent serious engagement near Medina, where the garrison made a sortie against the Arabs who were besieging the town on the south side. [911,864,1124,921]
article-subhead: EXONERATION OF SIR SAM HUGHES [260,2123,429,2152]
article-paragraph: The Administration, in common with the majority of the critics, regrets the step taken by Government, considering them a "tactical blunder." It proposes to utilize the situation to secure the prompt enactment of measures for increasing the American mercantile marine. It will also probably establish trading facilities at Guantanamo for vessels which might, in view of their cargoes, be refused those facilities at Jamaica. But otherwise it does not, apparently, intend to commit itself to any hasty action. [687,651,899,776]
